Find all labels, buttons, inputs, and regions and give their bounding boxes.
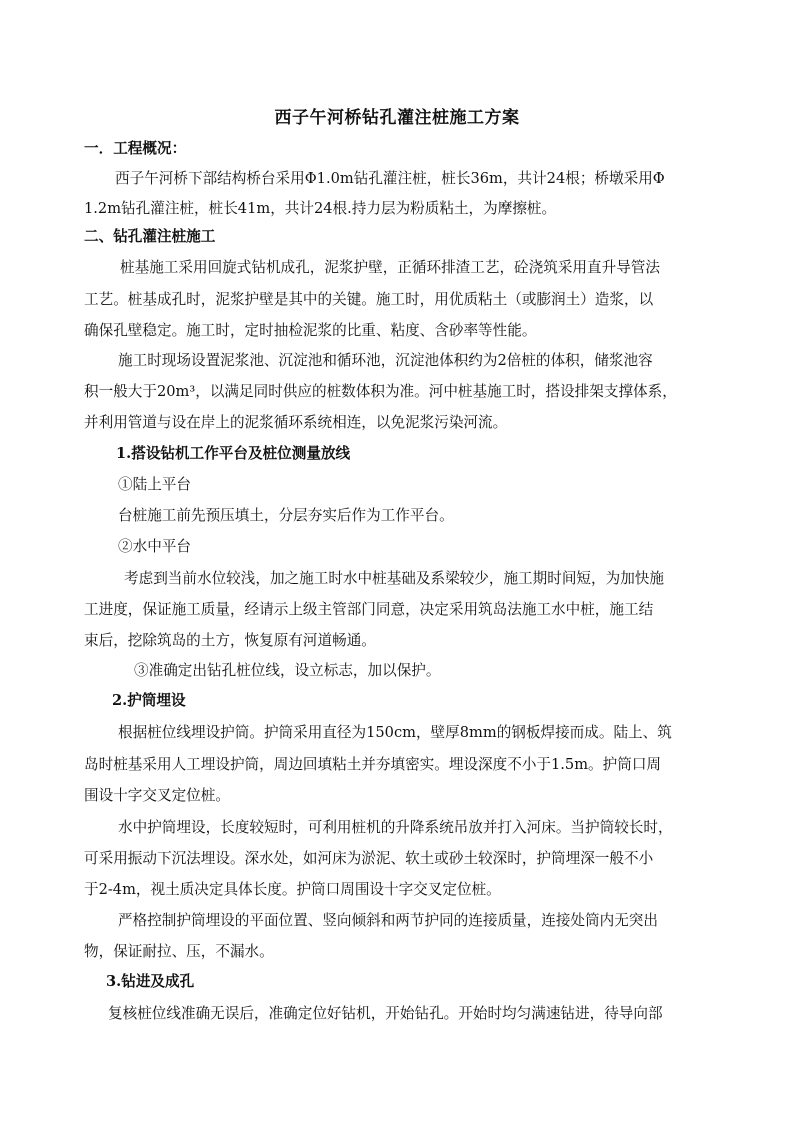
paragraph-line: 施工时现场设置泥浆池、沉淀池和循环池，沉淀池体积约为2倍桩的体积，储浆池容	[118, 352, 653, 369]
paragraph-line: 物，保证耐拉、压，不漏水。	[84, 943, 274, 960]
paragraph-line: 台桩施工前先预压填土，分层夯实后作为工作平台。	[118, 507, 454, 524]
subsection-1-heading: 1.搭设钻机工作平台及桩位测量放线	[116, 445, 351, 462]
paragraph-line: 严格控制护筒埋设的平面位置、竖向倾斜和两节护同的连接质量，连接处筒内无突出	[118, 912, 658, 929]
paragraph-line: 束后，挖除筑岛的土方，恢复原有河道畅通。	[84, 632, 376, 649]
paragraph-line: 于2-4m，视土质决定具体长度。护筒口周围设十字交叉定位桩。	[84, 881, 501, 898]
paragraph-line: 考虑到当前水位较浅，加之施工时水中桩基础及系梁较少，施工期时间短，为加快施	[124, 570, 664, 587]
paragraph-line: 水中护筒埋设，长度较短时，可利用桩机的升降系统吊放并打入河床。当护筒较长时，	[118, 819, 673, 836]
paragraph-line: 复核桩位线准确无误后，准确定位好钻机，开始钻孔。开始时均匀满速钻进，待导向部	[108, 1005, 663, 1022]
section-2-heading: 二、钻孔灌注桩施工	[84, 228, 216, 245]
paragraph-line: 根据桩位线埋设护筒。护筒采用直径为150cm，壁厚8mm的钢板焊接而成。陆上、筑	[118, 724, 672, 741]
paragraph-line: 工艺。桩基成孔时，泥浆护壁是其中的关键。施工时，用优质粘土（或膨润土）造浆，以	[84, 291, 654, 308]
paragraph-line: 并利用管道与设在岸上的泥浆循环系统相连，以免泥浆污染河流。	[84, 414, 508, 431]
list-item: ③准确定出钻孔桩位线，设立标志，加以保护。	[134, 662, 441, 679]
paragraph-line: 确保孔壁稳定。施工时，定时抽检泥浆的比重、粘度、含砂率等性能。	[84, 322, 537, 339]
paragraph-line: 岛时桩基采用人工埋设护筒，周边回填粘土并夯填密实。埋设深度不小于1.5m。护筒口周	[84, 756, 662, 773]
section-1-heading: 一．工程概况：	[84, 140, 187, 157]
list-item: ①陆上平台	[118, 476, 191, 493]
paragraph-line: 围设十字交叉定位桩。	[84, 787, 230, 804]
paragraph-line: 工进度，保证施工质量，经请示上级主管部门同意，决定采用筑岛法施工水中桩，施工结	[84, 601, 654, 618]
paragraph-line: 西子午河桥下部结构桥台采用Φ1.0m钻孔灌注桩，桩长36m，共计24根；桥墩采用Φ	[115, 170, 665, 187]
subsection-2-heading: 2.护筒埋设	[112, 692, 186, 709]
subsection-3-heading: 3.钻进及成孔	[106, 973, 195, 990]
paragraph-line: 桩基施工采用回旋式钻机成孔，泥浆护壁，正循环排渣工艺，砼浇筑采用直升导管法	[120, 259, 660, 276]
document-title: 西子午河桥钻孔灌注桩施工方案	[274, 108, 520, 128]
list-item: ②水中平台	[118, 538, 191, 555]
paragraph-line: 1.2m钻孔灌注桩，桩长41m，共计24根.持力层为粉质粘土，为摩擦桩。	[84, 200, 557, 217]
paragraph-line: 积一般大于20m³，以满足同时供应的桩数体积为准。河中桩基施工时，搭设排架支撑体系，	[84, 383, 677, 400]
paragraph-line: 可采用振动下沉法埋设。深水处，如河床为淤泥、软土或砂土较深时，护筒埋深一般不小	[84, 850, 654, 867]
